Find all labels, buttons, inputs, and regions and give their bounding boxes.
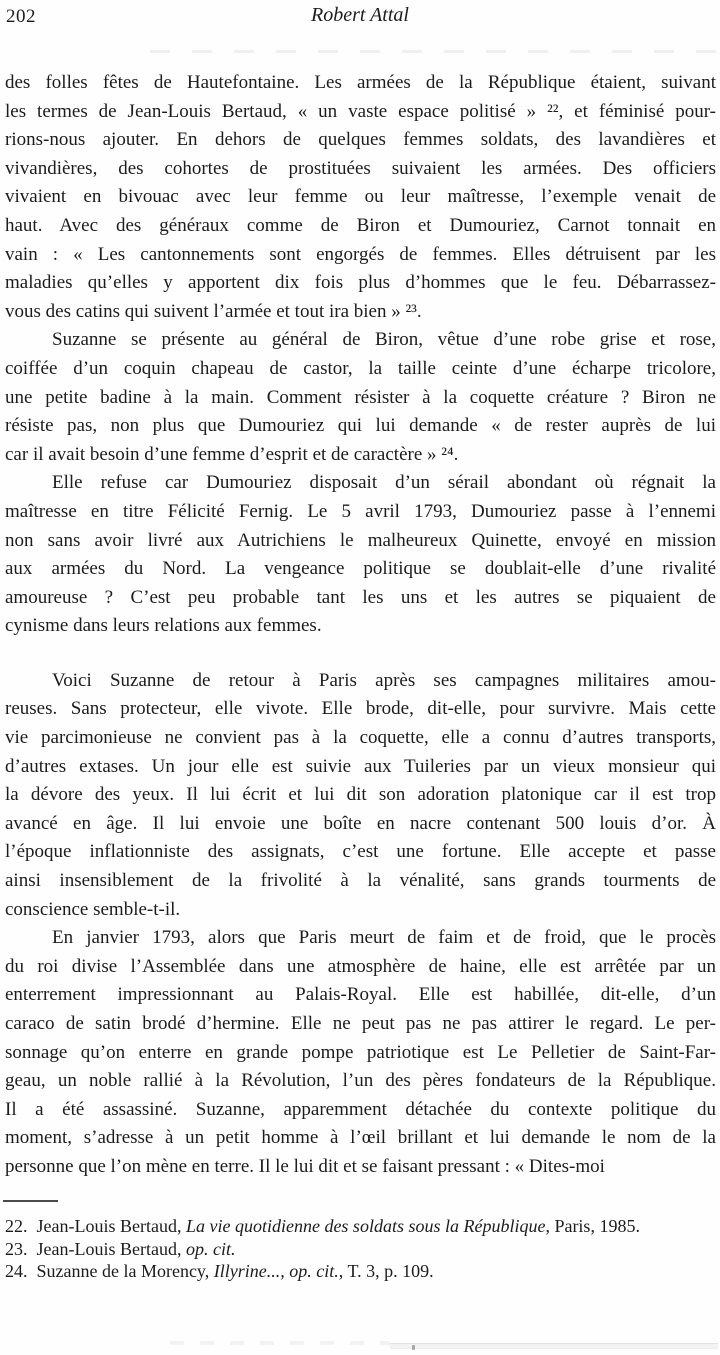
text-line: les termes de Jean-Louis Bertaud, « un vaste espace politisé » ²², et féminisé pour-: [5, 100, 716, 122]
footnote: [5, 1238, 716, 1261]
text-line: reuses. Sans protecteur, elle vivote. Elle brode, dit-elle, pour survivre. Mais cette: [5, 698, 716, 720]
footnote-text: 23. Jean-Louis Bertaud,: [5, 1238, 186, 1259]
scan-artifact-bottom-dashes: [170, 1341, 390, 1345]
page-header: [0, 4, 720, 34]
text-line: aux armées du Nord. La vengeance politique se doublait-elle d’une rivalité: [5, 558, 716, 580]
text-line: caraco de satin brodé d’hermine. Elle ne peut pas ne pas attirer le regard. Le per-: [5, 1013, 716, 1034]
text-line: Voici Suzanne de retour à Paris après ses campagnes militaires amou-: [52, 669, 716, 691]
text-line: du roi divise l’Assemblée dans une atmosphère de haine, elle est arrêtée par un: [5, 955, 716, 977]
text-line: geau, un noble rallié à la Révolution, l’un des pères fondateurs de la République.: [5, 1070, 716, 1092]
page-number: 202: [6, 6, 36, 27]
paragraph: [5, 469, 716, 641]
footnote-text: 24. Suzanne de la Morency,: [5, 1261, 214, 1281]
footnote-text: 22. Jean-Louis Bertaud,: [5, 1216, 186, 1236]
text-line: des folles fêtes de Hautefontaine. Les armées de la République étaient, suivant: [5, 72, 716, 93]
text-line: vous des catins qui suivent l’armée et tout ira bien » ²³.: [5, 300, 422, 322]
text-line: vivaient en bivouac avec leur femme ou leur maîtresse, l’exemple venait de: [5, 186, 716, 208]
text-line: ainsi insensiblement de la frivolité à la vénalité, sans grands tourments de: [5, 870, 716, 892]
footnote-text: , T. 3, p. 109.: [338, 1261, 434, 1281]
footnote: [5, 1215, 716, 1238]
paragraph: [5, 667, 716, 924]
text-line: amoureuse ? C’est peu probable tant les uns et les autres se piquaient de: [5, 586, 716, 608]
body-text: [5, 69, 716, 1182]
text-line: moment, s’adresse à un petit homme à l’œil brillant et lui demande le nom de la: [5, 1127, 716, 1149]
paragraph: [5, 326, 716, 469]
text-line: maîtresse en titre Félicité Fernig. Le 5 avril 1793, Dumouriez passe à l’ennemi: [5, 500, 716, 522]
scan-artifact-bottom-mark: [412, 1345, 415, 1350]
footnote-title-italic: La vie quotidienne des soldats sous la République: [185, 1216, 546, 1236]
text-line: personne que l’on mène en terre. Il le lui dit et se faisant pressant : « Dites-moi: [5, 1155, 605, 1177]
text-line: Il a été assassiné. Suzanne, apparemment détachée du contexte politique du: [5, 1098, 716, 1120]
text-line: Suzanne se présente au général de Biron, vêtue d’une robe grise et rose,: [52, 329, 716, 351]
footnote-text: , Paris, 1985.: [545, 1216, 640, 1236]
text-line: vie parcimonieuse ne convient pas à la coquette, elle a connu d’autres transports,: [5, 727, 716, 749]
footnote: [5, 1260, 716, 1283]
text-line: conscience semble-t-il.: [5, 898, 181, 920]
text-line: non sans avoir livré aux Autrichiens le malheureux Quinette, envoyé en mission: [5, 529, 716, 551]
paragraph: [5, 924, 716, 1181]
text-line: car il avait besoin d’une femme d’esprit et de caractère » ²⁴.: [5, 443, 459, 465]
footnotes: [5, 1215, 716, 1283]
text-line: vivandières, des cohortes de prostituées suivaient les armées. Des officiers: [5, 157, 716, 179]
footnote-title-italic: Illyrine..., op. cit.: [213, 1261, 339, 1281]
scan-artifact-top: [150, 50, 716, 53]
text-line: En janvier 1793, alors que Paris meurt de faim et de froid, que le procès: [52, 927, 716, 949]
footnote-separator: [3, 1200, 58, 1202]
text-line: Elle refuse car Dumouriez disposait d’un sérail abondant où régnait la: [52, 472, 716, 494]
text-line: coiffée d’un coquin chapeau de castor, la taille ceinte d’une écharpe tricolore,: [5, 357, 716, 379]
text-line: rions-nous ajouter. En dehors de quelques femmes soldats, des lavandières et: [5, 129, 716, 151]
text-line: d’autres extases. Un jour elle est suivie aux Tuileries par un vieux monsieur qui: [5, 755, 716, 777]
text-line: vain : « Les cantonnements sont engorgés de femmes. Elles détruisent par les: [5, 243, 716, 265]
footnote-title-italic: op. cit.: [185, 1238, 236, 1259]
text-line: résiste pas, non plus que Dumouriez qui lui demande « de rester auprès de lui: [5, 415, 716, 437]
text-line: avancé en âge. Il lui envoie une boîte en nacre contenant 500 louis d’or. À: [5, 812, 716, 834]
text-line: maladies qu’elles y apportent dix fois plus d’hommes que le feu. Débarrassez-: [5, 272, 716, 294]
running-head: Robert Attal: [311, 4, 409, 26]
text-line: la dévore des yeux. Il lui écrit et lui dit son adoration platonique car il est trop: [5, 784, 716, 806]
text-line: cynisme dans leurs relations aux femmes.: [5, 615, 322, 637]
text-line: sonnage qu’on enterre en grande pompe patriotique est Le Pelletier de Saint-Far-: [5, 1041, 716, 1063]
text-line: une petite badine à la main. Comment résister à la coquette créature ? Biron ne: [5, 386, 716, 408]
text-line: haut. Avec des généraux comme de Biron et Dumouriez, Carnot tonnait en: [5, 214, 716, 236]
scan-artifact-bottom-line: [390, 1343, 718, 1349]
paragraph: [5, 69, 716, 326]
text-line: l’époque inflationniste des assignats, c’est une fortune. Elle accepte et passe: [5, 841, 716, 863]
text-line: enterrement impressionnant au Palais-Royal. Elle est habillée, dit-elle, d’un: [5, 984, 716, 1006]
